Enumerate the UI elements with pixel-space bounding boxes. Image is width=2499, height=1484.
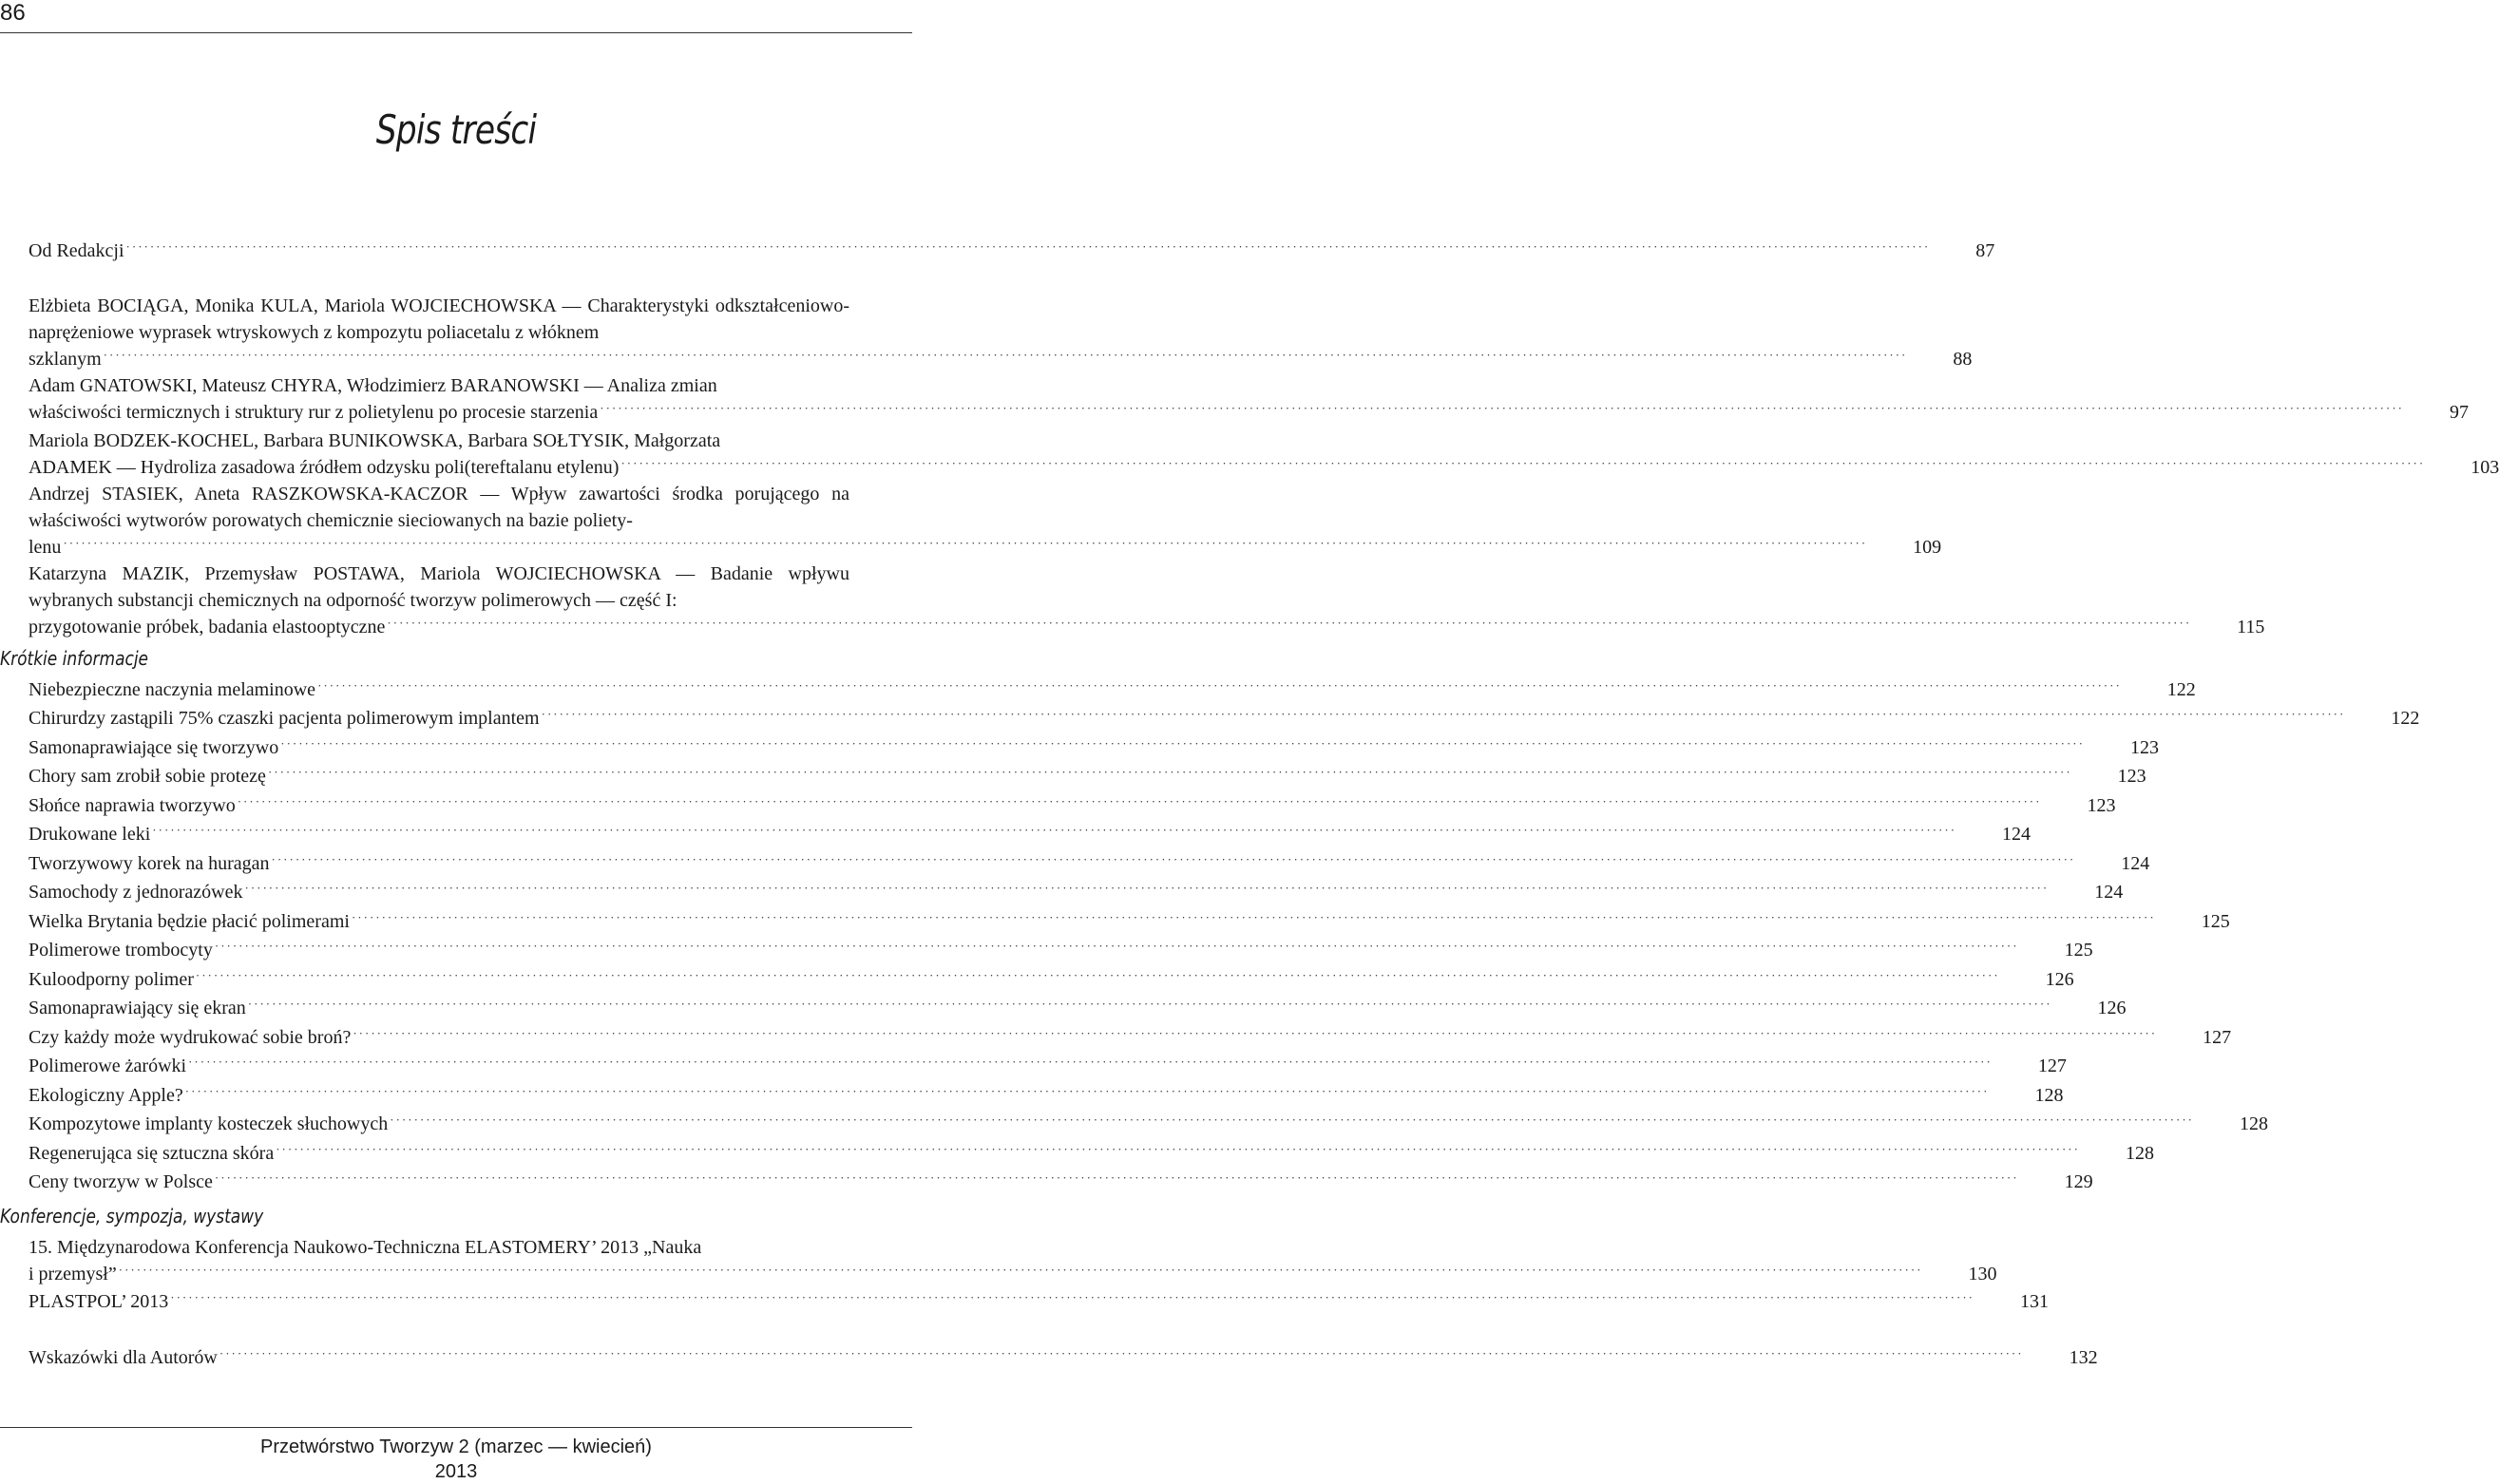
- entry-title: Chory sam zrobił sobie protezę: [29, 766, 266, 787]
- entry-title: przygotowanie próbek, badania elastooptyczne: [29, 617, 386, 637]
- entry-title: Tworzywowy korek na huragan: [29, 853, 270, 874]
- dot-leader: ············································································································································································································································································································: [214, 1170, 2019, 1185]
- footer-rule: [0, 1427, 912, 1428]
- toc-entry[interactable]: [29, 1169, 2093, 1195]
- entry-text: Adam GNATOWSKI, Mateusz CHYRA, Włodzimierz BARANOWSKI — Analiza zmian: [29, 375, 717, 396]
- toc-entry[interactable]: [29, 293, 1973, 372]
- dot-leader: ············································································································································································································································································································: [276, 1142, 2080, 1156]
- toc-entry[interactable]: [29, 908, 2230, 935]
- entry-text: Mariola BODZEK-KOCHEL, Barbara BUNIKOWSKA, Barbara SOŁTYSIK, Małgorzata: [29, 430, 721, 451]
- entry-title: właściwości termicznych i struktury rur z polietylenu po procesie starzenia: [29, 402, 599, 423]
- entry-page-number: 127: [2203, 1027, 2232, 1048]
- page-number: 86: [0, 0, 26, 26]
- dot-leader: ············································································································································································································································································································: [390, 1113, 2194, 1127]
- dot-leader: ············································································································································································································································································································: [317, 678, 2122, 693]
- toc-entry[interactable]: [29, 821, 2032, 847]
- dot-leader: ············································································································································································································································································································: [184, 1084, 1990, 1098]
- entry-title-line: [29, 1111, 2268, 1137]
- entry-title-line: [29, 908, 2230, 935]
- toc-entry[interactable]: [29, 966, 2074, 993]
- entry-text: Andrzej STASIEK, Aneta RASZKOWSKA-KACZOR — Wpływ zawartości środka porującego na właściwości wytworów porowatych chemicznie sieciowanych na bazie poliety-: [29, 484, 849, 531]
- toc-entry[interactable]: [29, 561, 2265, 640]
- entry-title-line: [29, 734, 2159, 761]
- entry-title-line: [29, 1261, 1997, 1287]
- toc-entry[interactable]: [29, 1288, 2049, 1315]
- entry-page-number: 125: [2064, 940, 2093, 961]
- dot-leader: ············································································································································································································································································································: [188, 1055, 1993, 1069]
- toc-entry[interactable]: [29, 1082, 2064, 1109]
- entry-title: Od Redakcji: [29, 240, 124, 261]
- dot-leader: ············································································································································································································································································································: [237, 794, 2042, 809]
- toc-entry[interactable]: [29, 1053, 2067, 1079]
- entry-title-line: [29, 534, 1942, 561]
- entry-title-line: [29, 1344, 2098, 1371]
- dot-leader: ············································································································································································································································································································: [118, 1263, 1923, 1277]
- entry-title-line: [29, 238, 1995, 264]
- entry-title-line: [29, 763, 2146, 790]
- entry-page-number: 123: [2087, 795, 2116, 816]
- entry-page-number: 128: [2239, 1113, 2268, 1134]
- toc-entry[interactable]: [29, 995, 2127, 1021]
- entry-title-line: [29, 792, 2116, 819]
- entry-title-line: [29, 346, 1973, 372]
- entry-text: Katarzyna MAZIK, Przemysław POSTAWA, Mariola WOJCIECHOWSKA — Badanie wpływu wybranych substancji chemicznych na odporność tworzyw polimerowych — część I:: [29, 563, 849, 611]
- dot-leader: ············································································································································································································································································································: [351, 910, 2156, 924]
- entry-page-number: 109: [1913, 537, 1942, 558]
- entry-title: PLASTPOL’ 2013: [29, 1291, 169, 1312]
- entry-title-line: [29, 614, 2265, 640]
- toc-entry[interactable]: [29, 481, 1942, 561]
- dot-leader: ············································································································································································································································································································: [271, 852, 2076, 866]
- section-heading-conferences: Konferencje, sympozja, wystawy: [0, 1205, 264, 1227]
- entry-page-number: 124: [2121, 853, 2150, 874]
- dot-leader: ············································································································································································································································································································: [152, 823, 1957, 837]
- toc-entry[interactable]: [29, 937, 2093, 963]
- entry-title: Słońce naprawia tworzywo: [29, 795, 236, 816]
- dot-leader: ············································································································································································································································································································: [267, 765, 2072, 779]
- entry-page-number: 123: [2117, 766, 2146, 787]
- toc-entry[interactable]: [29, 372, 2469, 426]
- section-heading-short-news: Krótkie informacje: [0, 647, 149, 670]
- dot-leader: ············································································································································································································································································································: [387, 616, 2192, 630]
- entry-page-number: 129: [2064, 1171, 2093, 1192]
- entry-page-number: 97: [2449, 402, 2469, 423]
- toc-entry[interactable]: [29, 1111, 2268, 1137]
- entry-page-number: 127: [2037, 1056, 2067, 1076]
- entry-title-line: [29, 1140, 2154, 1167]
- entry-page-number: 128: [2034, 1085, 2064, 1106]
- entry-title-line: [29, 1024, 2232, 1051]
- toc-entry[interactable]: [29, 734, 2159, 761]
- dot-leader: ············································································································································································································································································································: [195, 968, 2000, 982]
- entry-page-number: 125: [2201, 911, 2230, 932]
- dot-leader: ············································································································································································································································································································: [219, 1346, 2024, 1360]
- entry-title: Regenerująca się sztuczna skóra: [29, 1143, 275, 1164]
- entry-text: Elżbieta BOCIĄGA, Monika KULA, Mariola WOJCIECHOWSKA — Charakterystyki odkształceniowo-naprężeniowe wyprasek wtryskowych z kompozytu poliacetalu z włóknem: [29, 295, 849, 343]
- entry-title: Kompozytowe implanty kosteczek słuchowych: [29, 1113, 389, 1134]
- page-title: Spis treści: [375, 106, 537, 153]
- dot-leader: ············································································································································································································································································································: [280, 736, 2085, 751]
- entry-title-line: [29, 1169, 2093, 1195]
- entry-page-number: 124: [2094, 882, 2124, 903]
- entry-title-line: [29, 399, 2469, 426]
- entry-title: Ceny tworzyw w Polsce: [29, 1171, 213, 1192]
- entry-title-line: [29, 454, 2499, 481]
- entry-title: Samonaprawiające się tworzywo: [29, 737, 279, 758]
- entry-page-number: 128: [2125, 1143, 2154, 1164]
- dot-leader: ············································································································································································································································································································: [214, 939, 2019, 953]
- entry-title: Niebezpieczne naczynia melaminowe: [29, 679, 316, 700]
- entry-page-number: 88: [1953, 349, 1973, 370]
- dot-leader: ············································································································································································································································································································: [247, 997, 2052, 1011]
- entry-title: Ekologiczny Apple?: [29, 1085, 183, 1106]
- entry-title-line: [29, 937, 2093, 963]
- entry-title: Czy każdy może wydrukować sobie broń?: [29, 1027, 352, 1048]
- toc-entry[interactable]: [29, 763, 2146, 790]
- toc-entry[interactable]: [29, 1344, 2098, 1371]
- entry-title: Drukowane leki: [29, 824, 151, 845]
- entry-title: i przemysł”: [29, 1264, 117, 1284]
- dot-leader: ············································································································································································································································································································: [620, 456, 2426, 470]
- entry-page-number: 124: [2002, 824, 2032, 845]
- entry-text: 15. Międzynarodowa Konferencja Naukowo-Techniczna ELASTOMERY’ 2013 „Nauka: [29, 1237, 702, 1258]
- entry-title: Samonaprawiający się ekran: [29, 998, 246, 1018]
- entry-page-number: 115: [2237, 617, 2265, 637]
- entry-page-number: 122: [2166, 679, 2196, 700]
- entry-title: ADAMEK — Hydroliza zasadowa źródłem odzysku poli(tereftalanu etylenu): [29, 457, 620, 478]
- dot-leader: ············································································································································································································································································································: [353, 1026, 2158, 1040]
- entry-title: szklanym: [29, 349, 102, 370]
- entry-title-line: [29, 821, 2032, 847]
- entry-title-line: [29, 879, 2124, 905]
- entry-title: Samochody z jednorazówek: [29, 882, 243, 903]
- entry-page-number: 130: [1968, 1264, 1997, 1284]
- toc-entry[interactable]: [29, 705, 2420, 732]
- entry-page-number: 126: [2097, 998, 2127, 1018]
- entry-page-number: 132: [2069, 1347, 2098, 1368]
- dot-leader: ············································································································································································································································································································: [125, 239, 1931, 254]
- entry-page-number: 123: [2129, 737, 2159, 758]
- entry-title: Polimerowe żarówki: [29, 1056, 187, 1076]
- entry-title-line: [29, 676, 2196, 703]
- entry-title: lenu: [29, 537, 62, 558]
- toc-entry[interactable]: [29, 676, 2196, 703]
- toc-entry[interactable]: [29, 1140, 2154, 1167]
- toc-entry[interactable]: [29, 428, 2499, 481]
- toc-entry[interactable]: [29, 850, 2150, 877]
- entry-title: Wskazówki dla Autorów: [29, 1347, 218, 1368]
- toc-entry[interactable]: [29, 1234, 1997, 1287]
- entry-title-line: [29, 1288, 2049, 1315]
- entry-title-line: [29, 966, 2074, 993]
- entry-title-line: [29, 850, 2150, 877]
- entry-title-line: [29, 1082, 2064, 1109]
- footer-journal-info: Przetwórstwo Tworzyw 2 (marzec — kwiecień) 2013: [260, 1436, 652, 1482]
- entry-title: Polimerowe trombocyty: [29, 940, 213, 961]
- toc-entry[interactable]: [29, 1024, 2232, 1051]
- toc-entry[interactable]: [29, 879, 2124, 905]
- entry-page-number: 103: [2470, 457, 2499, 478]
- entry-page-number: 122: [2391, 708, 2420, 729]
- entry-title-line: [29, 995, 2127, 1021]
- dot-leader: ············································································································································································································································································································: [541, 707, 2346, 721]
- entry-title-line: [29, 705, 2420, 732]
- entry-title: Kuloodporny polimer: [29, 969, 194, 990]
- dot-leader: ············································································································································································································································································································: [244, 881, 2050, 895]
- dot-leader: ············································································································································································································································································································: [170, 1290, 1974, 1304]
- entry-page-number: 126: [2045, 969, 2074, 990]
- dot-leader: ············································································································································································································································································································: [103, 348, 1908, 362]
- dot-leader: ············································································································································································································································································································: [600, 401, 2404, 415]
- toc-entry[interactable]: [29, 238, 1995, 264]
- entry-page-number: 87: [1975, 240, 1995, 261]
- entry-title: Wielka Brytania będzie płacić polimerami: [29, 911, 350, 932]
- entry-page-number: 131: [2019, 1291, 2049, 1312]
- toc-entry[interactable]: [29, 792, 2116, 819]
- dot-leader: ············································································································································································································································································································: [63, 536, 1868, 550]
- entry-title: Chirurdzy zastąpili 75% czaszki pacjenta polimerowym implantem: [29, 708, 540, 729]
- header-rule: [0, 32, 912, 33]
- entry-title-line: [29, 1053, 2067, 1079]
